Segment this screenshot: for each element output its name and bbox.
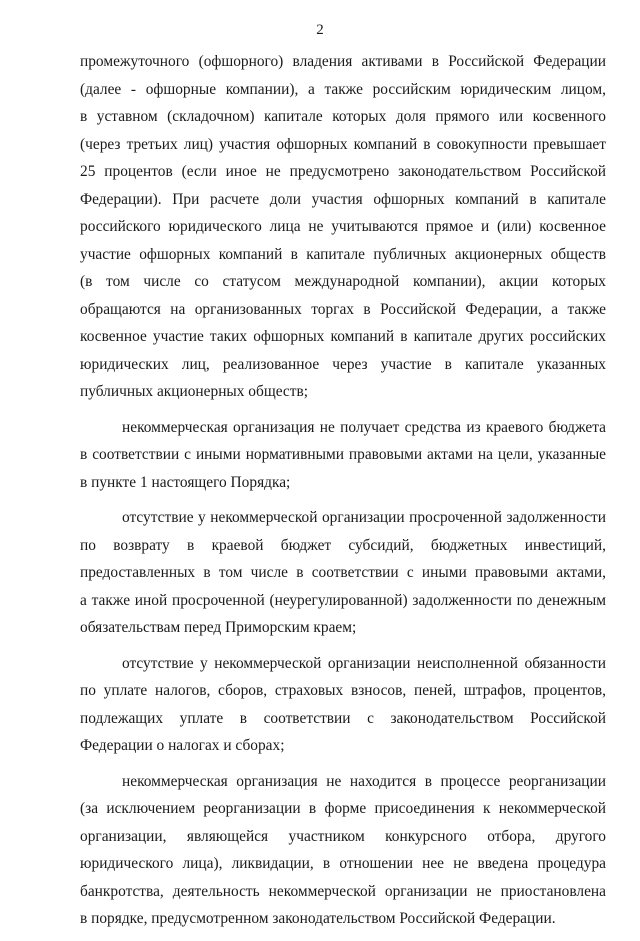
text-line: косвенное участие таких офшорных компаний в капитале других российских [80, 328, 606, 345]
paragraph [80, 768, 606, 933]
text-line: некоммерческая организация не находится в процессе реорганизации [122, 772, 606, 790]
text-line: участие офшорных компаний в капитале публичных акционерных обществ [80, 245, 606, 263]
text-line: (за исключением реорганизации в форме присоединения к некоммерческой [80, 800, 606, 817]
text-line: юридического лица), ликвидации, в отношении нее не введена процедура [80, 855, 606, 872]
page-number: 2 [316, 22, 324, 38]
text-line: российского юридического лица не учитываются прямое и (или) косвенное [80, 218, 606, 235]
paragraph [80, 650, 606, 760]
text-line: обязательствам перед Приморским краем; [80, 619, 357, 636]
text-line: промежуточного (офшорного) владения активами в Российской Федерации [80, 53, 606, 70]
document-body [80, 48, 606, 941]
text-line: Федерации о налогах и сборах; [80, 737, 285, 754]
text-line: организации, являющейся участником конкурсного отбора, другого [80, 827, 606, 845]
text-line: а также иной просроченной (неурегулированной) задолженности по денежным [80, 591, 606, 609]
text-line: Федерации). При расчете доли участия офшорных компаний в капитале [80, 190, 606, 208]
paragraph [80, 504, 606, 642]
text-line: по возврату в краевой бюджет субсидий, бюджетных инвестиций, [80, 536, 606, 554]
text-line: некоммерческая организация не получает средства из краевого бюджета [122, 418, 606, 436]
text-line: (далее - офшорные компании), а также российским юридическим лицом, [80, 80, 606, 98]
text-line: (через третьих лиц) участия офшорных компаний в совокупности превышает [80, 135, 606, 153]
text-line: в уставном (складочном) капитале которых доля прямого или косвенного [80, 108, 606, 125]
text-line: 25 процентов (если иное не предусмотрено законодательством Российской [80, 163, 606, 180]
text-line: в порядке, предусмотренном законодательством Российской Федерации. [80, 910, 556, 927]
paragraph [80, 48, 606, 406]
text-line: отсутствие у некоммерческой организации просроченной задолженности [122, 509, 606, 526]
text-line: публичных акционерных обществ; [80, 383, 309, 400]
text-line: подлежащих уплате в соответствии с законодательством Российской [80, 709, 606, 727]
text-line: в пункте 1 настоящего Порядка; [80, 473, 291, 491]
text-line: по уплате налогов, сборов, страховых взносов, пеней, штрафов, процентов, [80, 682, 606, 699]
text-line: отсутствие у некоммерческой организации неисполненной обязанности [122, 654, 606, 672]
text-line: (в том числе со статусом международной компании), акции которых [80, 273, 606, 290]
text-line: в соответствии с иными нормативными правовыми актами на цели, указанные [80, 446, 606, 463]
text-line: юридических лиц, реализованное через участие в капитале указанных [80, 355, 606, 373]
text-line: предоставленных в том числе в соответствии с иными правовыми актами, [80, 564, 606, 581]
text-line: банкротства, деятельность некоммерческой организации не приостановлена [80, 882, 606, 900]
paragraph [80, 414, 606, 497]
text-line: обращаются на организованных торгах в Российской Федерации, а также [80, 300, 606, 318]
